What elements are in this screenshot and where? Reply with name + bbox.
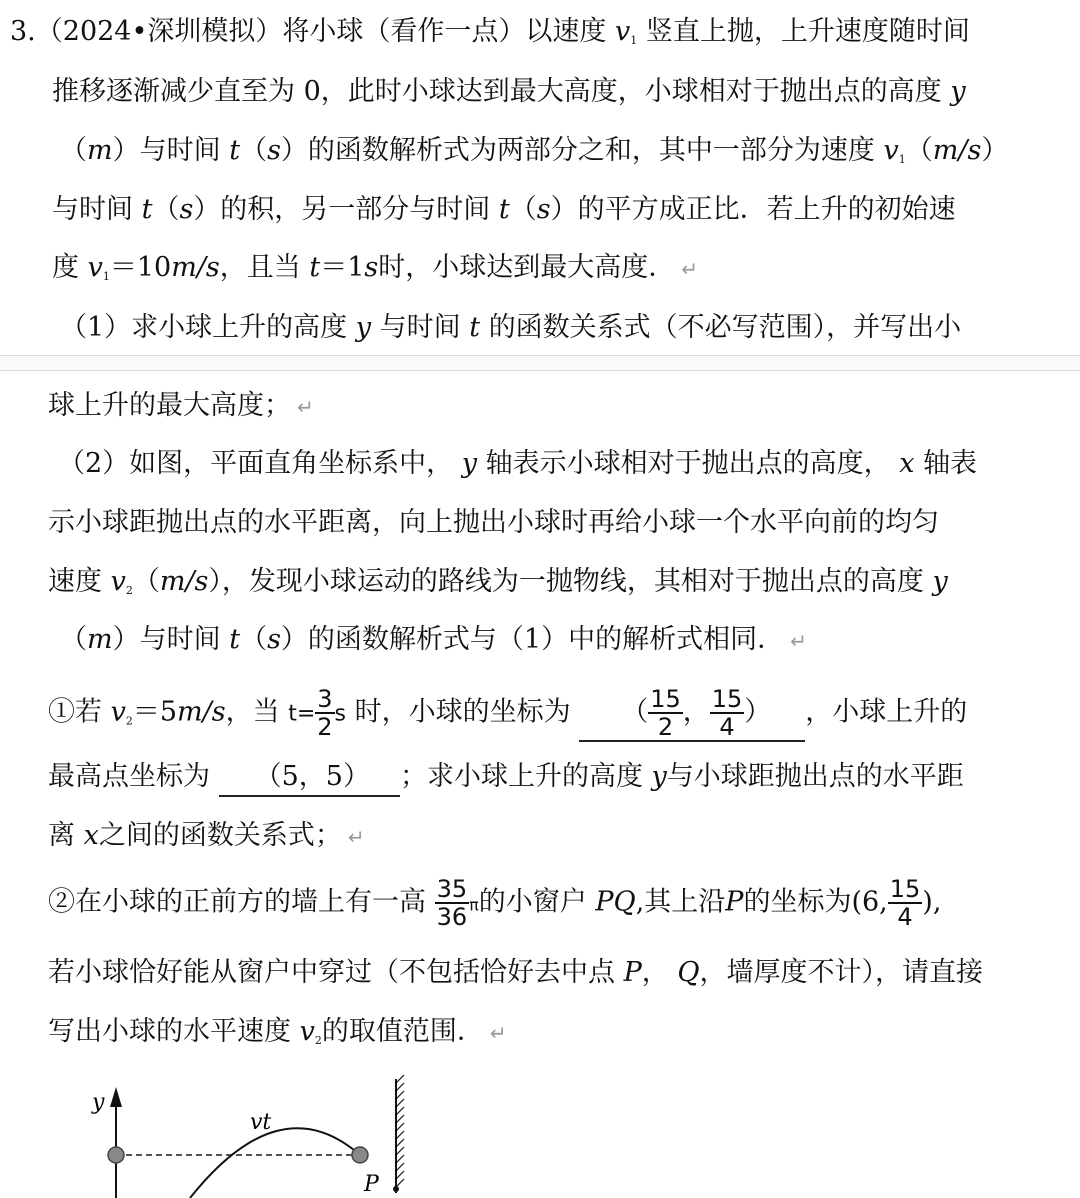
- answer-blank-max-point[interactable]: （5，5）: [219, 759, 400, 797]
- window-height-fraction: $\frac{35}{36}$: [436, 875, 468, 931]
- wall-point: [393, 1186, 399, 1192]
- problem-line-3: （m）与时间 t（s）的函数解析式为两部分之和，其中一部分为速度 $v_1(m/s)$: [60, 135, 1009, 166]
- return-mark-icon: ↵: [347, 825, 365, 849]
- answer-blank-coordinate[interactable]: （ $\frac{15}{2}$ ， $\frac{15}{4}$ ）: [579, 686, 805, 742]
- sub-question-1-line-2: 最高点坐标为 （5，5） ；求小球上升的高度 y与小球距抛出点的水平距: [48, 759, 964, 797]
- sub-question-2-line-2: 若小球恰好能从窗户中穿过（不包括恰好去中点 P， Q，墙厚度不计），请直接: [48, 957, 983, 988]
- wall-hatching: [396, 1075, 404, 1187]
- sub-question-1-line-1: ①若 $v_2=5m/s$，当 t= $\frac{3}{2}$ s 时，小球的坐标为 （ $\frac{15}{2}$ ， $\frac{15}{4}$ ） ，小球上升的: [48, 685, 968, 741]
- problem-line-2: 推移逐渐减少直至为 0，此时小球达到最大高度，小球相对于抛出点的高度 y: [52, 76, 966, 107]
- return-mark-icon: ↵: [297, 395, 314, 419]
- problem-line-5: 度 $v_1=10m/s$，且当 t＝1s时，小球达到最大高度． ↵: [52, 252, 699, 283]
- point-p-y-fraction: $\frac{15}{4}$: [889, 875, 921, 931]
- trajectory-figure: [80, 1075, 420, 1198]
- sub-question-1-line-3: 离 x之间的函数关系式； ↵: [48, 820, 365, 851]
- page-break-divider: [0, 355, 1080, 371]
- trajectory-curve: [190, 1128, 360, 1198]
- launch-point: [108, 1147, 124, 1163]
- question-2-line-2: 示小球距抛出点的水平距离，向上抛出小球时再给小球一个水平向前的均匀: [48, 507, 939, 538]
- return-mark-icon: ↵: [790, 629, 807, 653]
- problem-line-4: 与时间 t（s）的积，另一部分与时间 t（s）的平方成正比．若上升的初始速: [52, 194, 956, 225]
- point-p: [352, 1147, 368, 1163]
- problem-line-1: 3.（2024•深圳模拟）将小球（看作一点）以速度 $v_1$ 竖直上抛，上升速度随时间: [10, 16, 970, 47]
- sub-question-2-line-3: 写出小球的水平速度 $v_2$的取值范围． ↵: [48, 1016, 507, 1047]
- y-axis-label: y: [92, 1090, 105, 1115]
- question-2-line-1: （2）如图，平面直角坐标系中， y 轴表示小球相对于抛出点的高度， x 轴表: [58, 448, 978, 479]
- point-p-label: P: [364, 1172, 379, 1197]
- return-mark-icon: ↵: [489, 1021, 507, 1045]
- question-1-line-1: （1）求小球上升的高度 y 与时间 t 的函数关系式（不必写范围），并写出小: [60, 312, 962, 343]
- question-2-line-4: （m）与时间 t（s）的函数解析式与（1）中的解析式相同． ↵: [60, 624, 807, 655]
- question-1-line-2: 球上升的最大高度； ↵: [48, 390, 314, 421]
- question-2-line-3: 速度 $v_2(m/s)$，发现小球运动的路线为一抛物线，其相对于抛出点的高度 y: [48, 566, 948, 597]
- curve-label: vt: [250, 1110, 272, 1135]
- return-mark-icon: ↵: [681, 257, 699, 281]
- sub-question-2-line-1: ②在小球的正前方的墙上有一高 $\frac{35}{36}$ π的小窗户 PQ,其上沿P的坐标为(6, $\frac{15}{4}$ ),: [48, 875, 942, 931]
- time-fraction: $\frac{3}{2}$: [317, 685, 333, 741]
- y-axis-arrow-icon: [110, 1087, 122, 1107]
